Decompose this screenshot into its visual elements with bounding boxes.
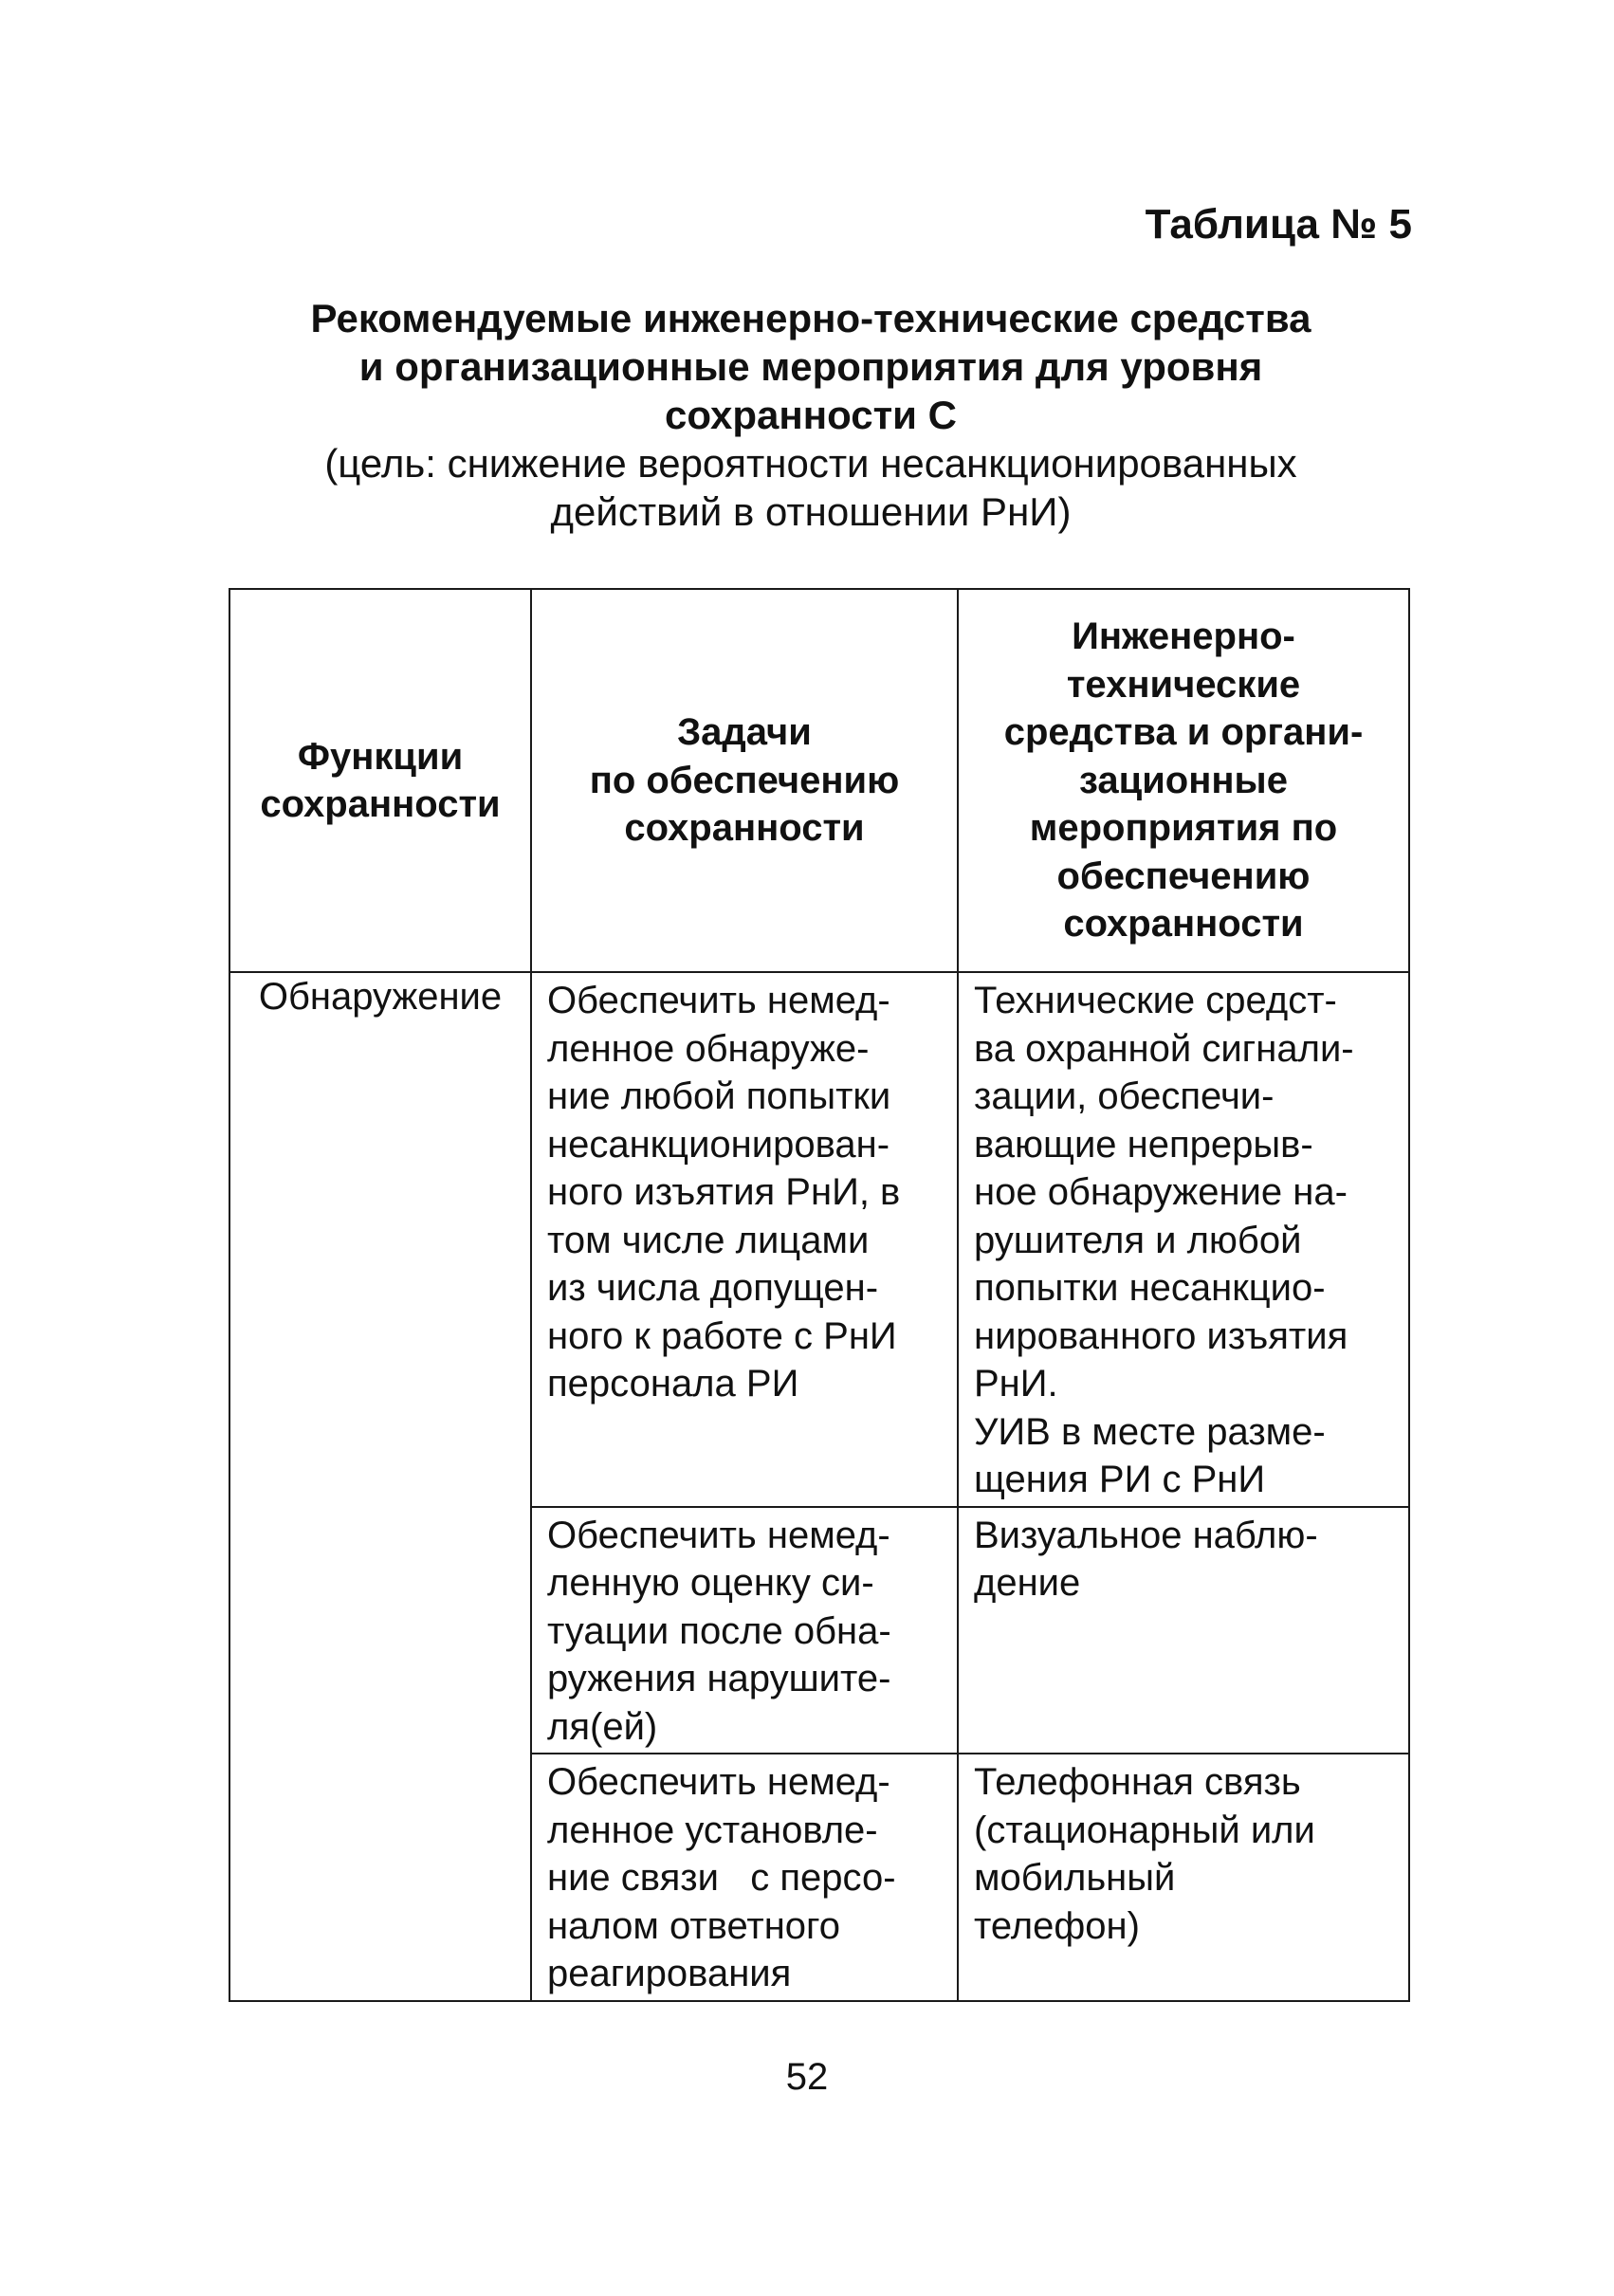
header-line: сохранности	[260, 783, 501, 825]
task-cell	[531, 972, 958, 1507]
measure-line: Телефонная связь	[974, 1761, 1301, 1803]
header-row	[229, 589, 1409, 972]
measure-line: дение	[974, 1562, 1081, 1604]
subtitle-line: (цель: снижение вероятности несанкционированных	[324, 441, 1297, 486]
task-line: реагирования	[547, 1953, 792, 1994]
measure-cell	[958, 1754, 1409, 2001]
table-title	[228, 294, 1394, 536]
measure-line: мобильный	[974, 1857, 1176, 1899]
measure-line: УИВ в месте разме-	[974, 1410, 1326, 1453]
measure-line: зации, обеспечи-	[974, 1075, 1275, 1117]
header-line: мероприятия по	[1029, 807, 1338, 850]
measure-line: ное обнаружение на-	[974, 1171, 1348, 1213]
title-line: Рекомендуемые инженерно-технические средства	[310, 296, 1311, 340]
header-line: Инженерно-	[1072, 615, 1295, 658]
header-line: зационные	[1079, 759, 1288, 801]
measure-line: РнИ.	[974, 1363, 1058, 1405]
header-line: Задачи	[677, 711, 812, 754]
measure-line: щения РИ с РнИ	[974, 1459, 1266, 1500]
measure-line: рушителя и любой	[974, 1219, 1302, 1261]
task-line: Обеспечить немед-	[547, 980, 890, 1021]
task-line: из числа допущен-	[547, 1267, 879, 1309]
page-number: 52	[785, 2056, 829, 2098]
measure-line: вающие непрерыв-	[974, 1123, 1313, 1166]
task-line: ля(ей)	[547, 1705, 658, 1748]
measure-line: телефон)	[974, 1904, 1140, 1947]
header-line: сохранности	[624, 807, 865, 850]
measure-line: попытки несанкцио-	[974, 1267, 1326, 1309]
measure-cell	[958, 1507, 1409, 1754]
task-line: ленное обнаруже-	[547, 1027, 870, 1070]
table-row	[229, 972, 1409, 1507]
measure-cell	[958, 972, 1409, 1507]
task-line: несанкционирован-	[547, 1123, 890, 1166]
task-line: ние связи с персо-	[547, 1857, 896, 1899]
task-line: Обеспечить немед-	[547, 1514, 890, 1556]
task-line: ружения нарушите-	[547, 1658, 891, 1699]
task-line: ного к работе с РнИ	[547, 1314, 897, 1357]
task-line: туации после обна-	[547, 1609, 891, 1652]
measure-line: (стационарный или	[974, 1809, 1315, 1851]
measure-line: Визуальное наблю-	[974, 1514, 1318, 1556]
task-cell	[531, 1507, 958, 1754]
task-line: том числе лицами	[547, 1219, 870, 1261]
header-line: технические	[1066, 663, 1301, 706]
function-cell	[229, 972, 531, 2001]
task-line: Обеспечить немед-	[547, 1761, 890, 1803]
subtitle-line: действий в отношении РнИ)	[550, 489, 1072, 534]
measure-line: нированного изъятия	[974, 1314, 1348, 1357]
measure-line: Технические средст-	[974, 980, 1337, 1021]
security-measures-table	[229, 588, 1410, 2002]
task-line: налом ответного	[547, 1904, 841, 1947]
task-line: ленную оценку си-	[547, 1562, 874, 1604]
function-label: Обнаружение	[258, 976, 503, 1018]
task-line: ние любой попытки	[547, 1075, 891, 1117]
header-line: средства и органи-	[1003, 711, 1364, 754]
header-line: сохранности	[1063, 903, 1304, 946]
table-number: Таблица № 5	[1145, 201, 1412, 248]
header-line: по обеспечению	[589, 759, 900, 801]
title-line: и организационные мероприятия для уровня	[358, 344, 1263, 389]
task-cell	[531, 1754, 958, 2001]
title-line: сохранности С	[665, 393, 957, 437]
task-line: ленное установле-	[547, 1809, 878, 1851]
header-functions	[229, 589, 531, 972]
measure-line: ва охранной сигнали-	[974, 1027, 1354, 1070]
header-tasks	[531, 589, 958, 972]
header-line: Функции	[297, 735, 464, 778]
header-measures	[958, 589, 1409, 972]
task-line: персонала РИ	[547, 1363, 799, 1405]
task-line: ного изъятия РнИ, в	[547, 1171, 901, 1213]
header-line: обеспечению	[1056, 854, 1311, 897]
